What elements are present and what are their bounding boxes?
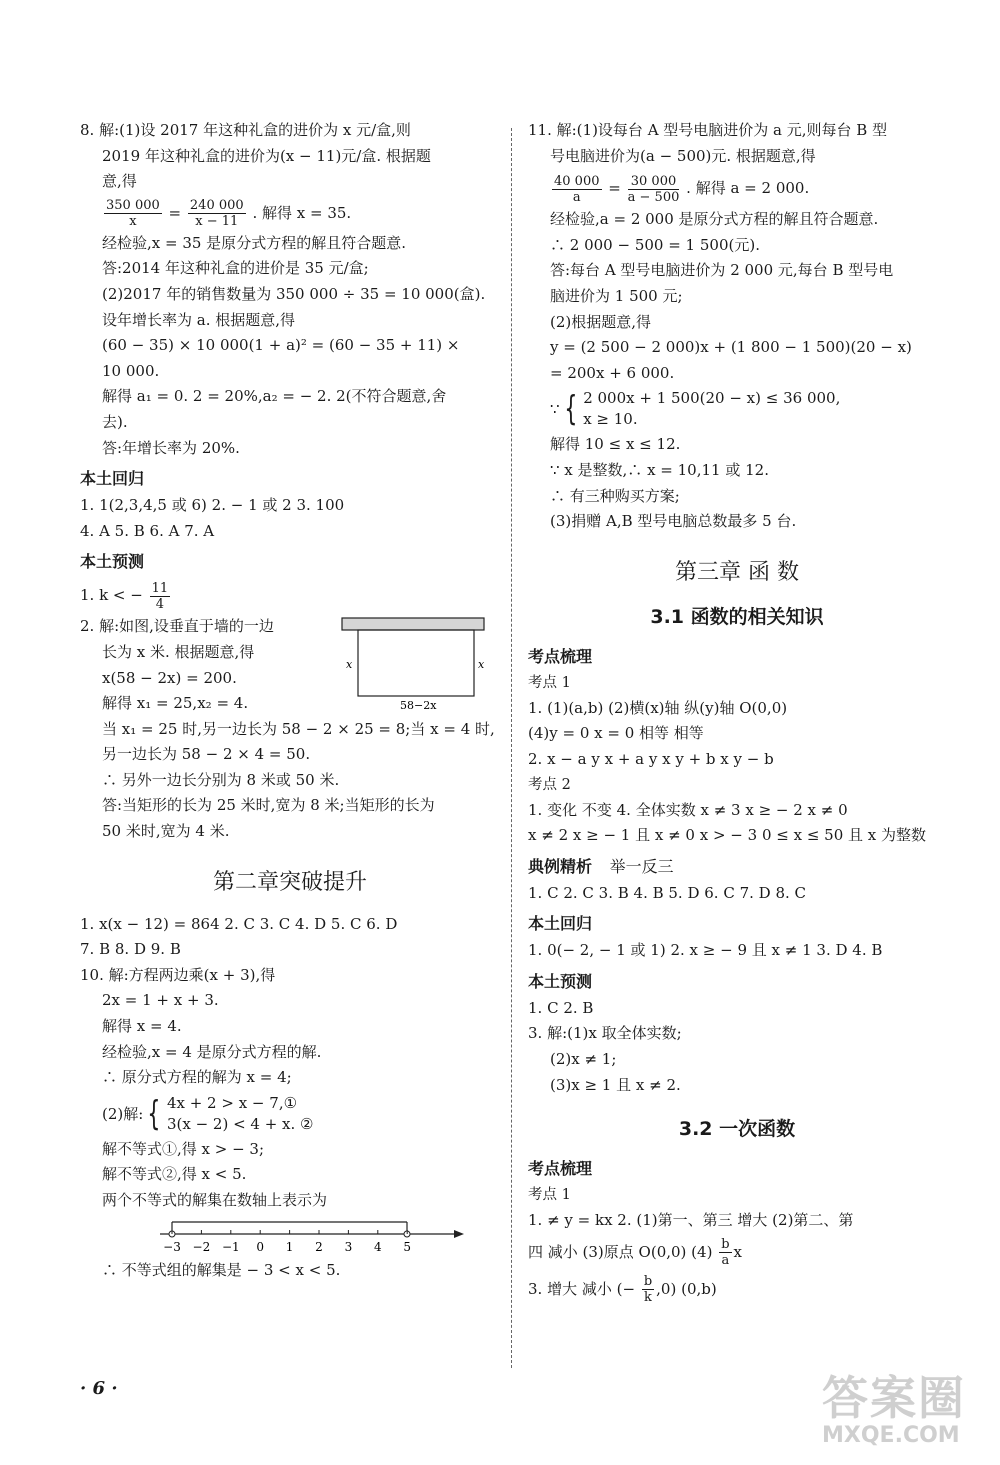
axis-tick-label: −1 xyxy=(221,1239,240,1254)
text-line: 号电脑进价为(a − 500)元. 根据题意,得 xyxy=(550,146,816,165)
q2-solution xyxy=(80,614,500,844)
heading-part: 典例精析 xyxy=(528,856,593,876)
subheading: 考点 1 xyxy=(528,1187,571,1204)
answer-line: 1. 0(− 2, − 1 或 1) 2. x ≥ − 9 且 x ≠ 1 3. D 4. B xyxy=(528,941,883,960)
answer-line: 1. (1)(a,b) (2)横(x)轴 纵(y)轴 O(0,0) xyxy=(528,698,788,717)
answer-line: 4. A 5. B 6. A 7. A xyxy=(80,521,215,540)
text-line: 答:当矩形的长为 25 米时,宽为 8 米;当矩形的长为 xyxy=(102,796,435,815)
answer-line xyxy=(528,1270,946,1308)
fraction-equation xyxy=(528,169,946,207)
text-line: 当 x₁ = 25 时,另一边长为 58 − 2 × 25 = 8;当 x = 4 时, xyxy=(102,719,495,738)
text-line: 两个不等式的解集在数轴上表示为 xyxy=(102,1191,328,1209)
system-prefix: (2)解: xyxy=(102,1105,144,1124)
numerator: 30 000 xyxy=(628,174,680,190)
text-line: 经检验,x = 4 是原分式方程的解. xyxy=(102,1042,322,1061)
answer-line: 3. 解:(1)x 取全体实数; xyxy=(528,1024,682,1043)
answer-prefix: 1. k < − xyxy=(80,586,143,605)
watermark-url: MXQE.COM xyxy=(822,1423,960,1448)
section-heading: 本土预测 xyxy=(528,971,593,991)
fraction xyxy=(719,1237,731,1268)
system-line: x ≥ 10. xyxy=(583,410,638,429)
chapter-title: 第三章 函 数 xyxy=(675,559,799,585)
numerator: 11 xyxy=(151,580,169,596)
equation-tail: . 解得 x = 35. xyxy=(252,203,352,222)
q11-solution xyxy=(528,118,946,535)
text-line: = 200x + 6 000. xyxy=(550,363,675,382)
text-line: 经检验,x = 35 是原分式方程的解且符合题意. xyxy=(102,233,406,252)
text-line: 10. 解:方程两边乘(x + 3),得 xyxy=(80,965,276,984)
text-line: ∴ 不等式组的解集是 − 3 < x < 5. xyxy=(102,1260,341,1279)
system-lines xyxy=(167,1093,314,1135)
text-line: (3)捐赠 A,B 型号电脑总数最多 5 台. xyxy=(550,512,797,531)
answer-line: x ≠ 2 x ≥ − 1 且 x ≠ 0 x > − 3 0 ≤ x ≤ 50 且 x 为整数 xyxy=(528,826,927,845)
subheading: 考点 1 xyxy=(528,674,571,691)
heading-part: 举一反三 xyxy=(609,856,674,876)
answer-line: (2)x ≠ 1; xyxy=(550,1050,617,1069)
fraction-equation xyxy=(80,195,500,231)
axis-tick-label: 1 xyxy=(285,1239,294,1254)
side-label-right: x xyxy=(478,658,485,672)
denominator: a − 500 xyxy=(627,189,680,205)
text-line: 2x = 1 + x + 3. xyxy=(102,991,219,1010)
text-line: 解得 x₁ = 25,x₂ = 4. xyxy=(102,694,249,713)
section-heading: 本土回归 xyxy=(528,914,593,934)
axis-tick-label: 4 xyxy=(373,1239,382,1254)
text-line: 解得 a₁ = 0. 2 = 20%,a₂ = − 2. 2(不符合题意,舍 xyxy=(102,387,447,406)
text-line: 2. 解:如图,设垂直于墙的一边 xyxy=(80,617,274,636)
text-line: 答:年增长率为 20%. xyxy=(102,438,240,457)
brace: { xyxy=(147,1093,161,1134)
text-line: ∴ 另外一边长分别为 8 米或 50 米. xyxy=(102,770,340,789)
inequality-system xyxy=(80,1093,500,1135)
answer-text: ,0) (0,b) xyxy=(656,1279,717,1298)
system-line: 4x + 2 > x − 7,① xyxy=(166,1093,298,1112)
section-heading: 本土预测 xyxy=(80,552,145,572)
text-line: x(58 − 2x) = 200. xyxy=(102,668,237,687)
axis-tick-label: 2 xyxy=(315,1239,323,1254)
numerator: 240 000 xyxy=(189,198,244,214)
text-line: ∵ x 是整数,∴ x = 10,11 或 12. xyxy=(550,460,769,479)
text-line: 解不等式①,得 x > − 3; xyxy=(102,1139,265,1158)
axis-tick-label: 3 xyxy=(344,1239,353,1254)
text-line: 2019 年这种礼盒的进价为(x − 11)元/盒. 根据题 xyxy=(102,146,431,165)
text-line: 10 000. xyxy=(102,361,160,380)
rectangle-wall-figure xyxy=(338,612,488,712)
denominator: 4 xyxy=(155,596,165,612)
numerator: b xyxy=(643,1274,653,1290)
text-line: 解得 10 ≤ x ≤ 12. xyxy=(550,435,681,454)
chapter-title: 第二章突破提升 xyxy=(212,869,367,895)
text-line: 11. 解:(1)设每台 A 型号电脑进价为 a 元,则每台 B 型 xyxy=(528,121,888,139)
fraction xyxy=(628,174,680,205)
left-column xyxy=(80,118,500,1283)
fraction xyxy=(150,581,171,612)
answer-line: 7. B 8. D 9. B xyxy=(80,940,181,959)
fraction xyxy=(552,174,602,205)
text-line: 去). xyxy=(102,412,128,431)
text-line: 经检验,a = 2 000 是原分式方程的解且符合题意. xyxy=(550,210,879,229)
answer-line: 1. 1(2,3,4,5 或 6) 2. − 1 或 2 3. 100 xyxy=(80,496,345,515)
text-line: 答:2014 年这种礼盒的进价是 35 元/盒; xyxy=(102,259,369,278)
axis-arrow xyxy=(454,1230,464,1238)
answer-line: 1. C 2. C 3. B 4. B 5. D 6. C 7. D 8. C xyxy=(528,883,807,902)
fraction xyxy=(104,198,162,229)
numerator: 350 000 xyxy=(106,198,160,214)
text-line: (2)2017 年的销售数量为 350 000 ÷ 35 = 10 000(盒). xyxy=(102,284,486,303)
system-lines xyxy=(583,388,840,430)
rectangle xyxy=(358,630,474,696)
subheading: 考点 2 xyxy=(528,776,571,793)
text-line: ∴ 2 000 − 500 = 1 500(元). xyxy=(550,235,760,254)
text-line: (60 − 35) × 10 000(1 + a)² = (60 − 35 + 11) × xyxy=(102,336,460,355)
axis-tick-label: 5 xyxy=(403,1239,412,1254)
q8-solution xyxy=(80,118,500,461)
section-heading: 本土回归 xyxy=(80,469,145,489)
answer-line: (3)x ≥ 1 且 x ≠ 2. xyxy=(550,1075,681,1094)
denominator: a xyxy=(721,1253,730,1269)
axis-tick-label: 0 xyxy=(256,1239,265,1254)
answer-line: 1. C 2. B xyxy=(528,998,594,1017)
numerator: b xyxy=(721,1237,730,1253)
section-title: 3.1 函数的相关知识 xyxy=(650,605,824,628)
axis-tick-label: −3 xyxy=(163,1239,181,1254)
answer-line xyxy=(528,1234,946,1270)
page-number: · 6 · xyxy=(80,1378,118,1399)
answer-line xyxy=(80,576,500,614)
watermark-logo xyxy=(822,1372,992,1460)
bottom-label: 58−2x xyxy=(400,699,437,713)
text-line: 8. 解:(1)设 2017 年这种礼盒的进价为 x 元/盒,则 xyxy=(80,121,411,139)
section-heading: 考点梳理 xyxy=(528,646,593,666)
answer-line: 1. ≠ y = kx 2. (1)第一、第三 增大 (2)第二、第 xyxy=(528,1211,854,1230)
equals-sign: = xyxy=(168,203,182,222)
right-column xyxy=(528,118,946,1308)
text-line: 意,得 xyxy=(102,172,137,191)
side-label-left: x xyxy=(346,658,353,672)
denominator: a xyxy=(572,189,581,205)
text-line: 长为 x 米. 根据题意,得 xyxy=(102,642,255,661)
brace: { xyxy=(563,389,577,430)
text-line: 脑进价为 1 500 元; xyxy=(550,286,683,305)
wall xyxy=(342,618,484,630)
fraction xyxy=(188,198,246,229)
system-prefix: ∵ xyxy=(550,400,560,419)
answer-text: 四 减小 (3)原点 O(0,0) (4) xyxy=(528,1242,713,1261)
number-line xyxy=(80,1214,500,1258)
watermark-text: 答案圈 xyxy=(822,1371,966,1425)
numerator: 40 000 xyxy=(554,173,600,189)
text-line: 设年增长率为 a. 根据题意,得 xyxy=(102,310,296,329)
answer-text: x xyxy=(733,1242,743,1261)
system-line: 2 000x + 1 500(20 − x) ≤ 36 000, xyxy=(583,389,841,408)
denominator: x xyxy=(129,214,137,230)
text-line: ∴ 有三种购买方案; xyxy=(550,486,680,505)
text-line: 解得 x = 4. xyxy=(102,1017,182,1036)
text-line: 答:每台 A 型号电脑进价为 2 000 元,每台 B 型号电 xyxy=(550,261,894,280)
text-line: (2)根据题意,得 xyxy=(550,312,652,331)
text-line: 另一边长为 58 − 2 × 4 = 50. xyxy=(102,745,311,764)
equation-tail: . 解得 a = 2 000. xyxy=(686,179,810,198)
answer-line: 1. 变化 不变 4. 全体实数 x ≠ 3 x ≥ − 2 x ≠ 0 xyxy=(528,800,848,819)
column-divider xyxy=(511,128,512,1368)
answer-line: 2. x − a y x + a y x y + b x y − b xyxy=(528,749,774,768)
answer-line: 1. x(x − 12) = 864 2. C 3. C 4. D 5. C 6. D xyxy=(80,914,398,933)
text-line: ∴ 原分式方程的解为 x = 4; xyxy=(102,1068,292,1087)
text-line: y = (2 500 − 2 000)x + (1 800 − 1 500)(20 − x) xyxy=(550,338,912,357)
section-title: 3.2 一次函数 xyxy=(678,1118,796,1141)
denominator: x − 11 xyxy=(195,214,239,230)
inequality-system xyxy=(528,388,946,430)
section-heading xyxy=(528,853,946,881)
section-heading: 考点梳理 xyxy=(528,1159,593,1179)
system-line: 3(x − 2) < 4 + x. ② xyxy=(166,1114,314,1133)
number-line-figure xyxy=(152,1214,472,1258)
text-line: 解不等式②,得 x < 5. xyxy=(102,1165,247,1184)
equals-sign: = xyxy=(608,179,621,198)
answer-line: (4)y = 0 x = 0 相等 相等 xyxy=(528,724,704,743)
denominator: k xyxy=(644,1290,652,1306)
answer-text: 3. 增大 减小 (− xyxy=(528,1279,636,1298)
text-line: 50 米时,宽为 4 米. xyxy=(102,822,230,841)
axis-tick-label: −2 xyxy=(192,1239,211,1254)
fraction xyxy=(642,1274,654,1305)
